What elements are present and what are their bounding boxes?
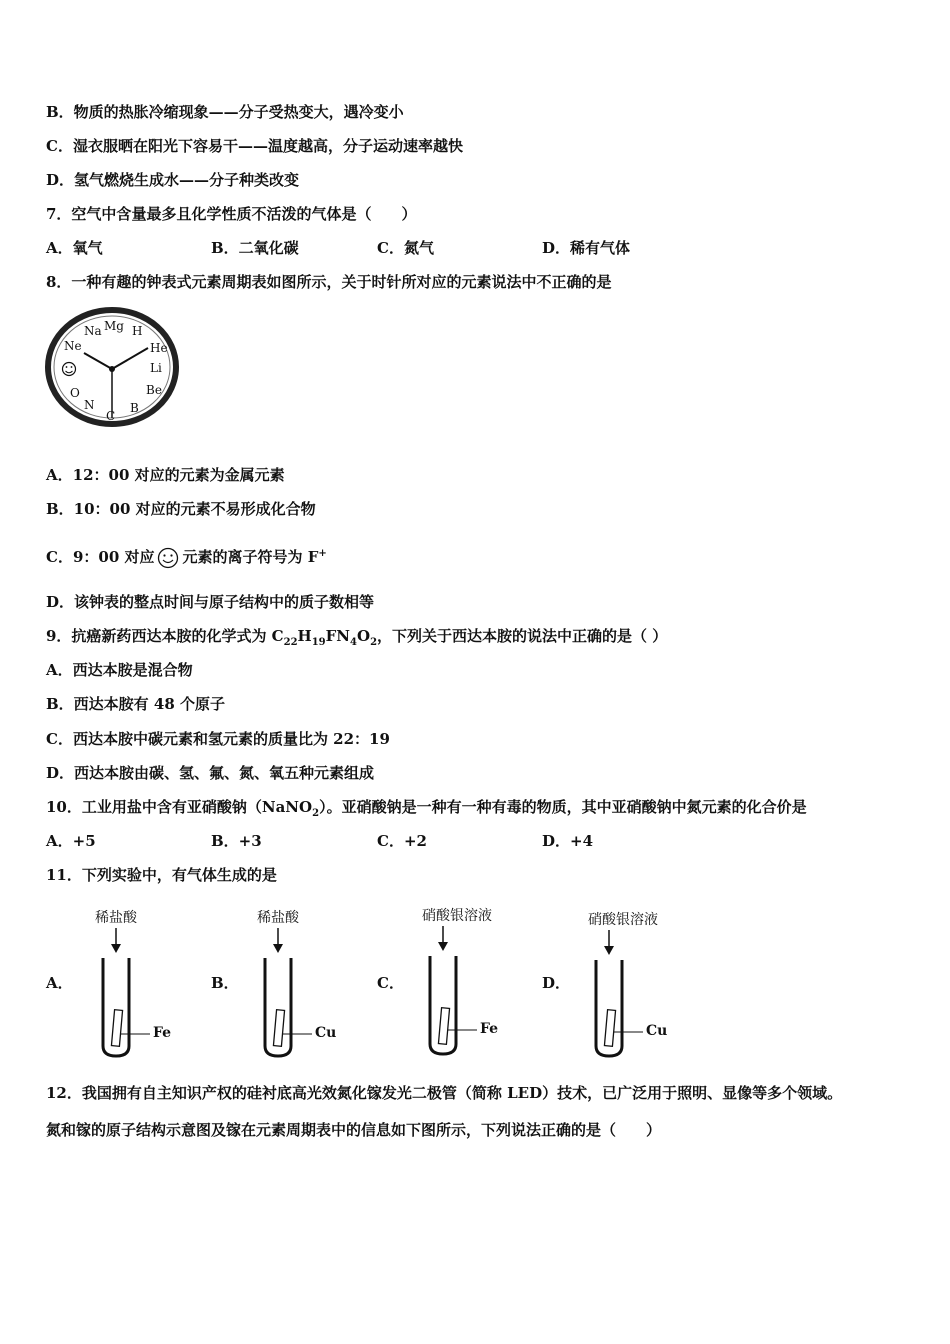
q11-tube-a-metal: Fe	[153, 1025, 172, 1041]
q9-formula-c-count: 22	[283, 637, 298, 648]
q9-formula-o: O	[356, 627, 371, 645]
q9-formula-n-count: 4	[350, 637, 357, 648]
clock-element-n: N	[84, 398, 95, 412]
q9-stem-prefix: 9．抗癌新药西达本胺的化学式为 C	[46, 627, 284, 645]
q11-tube-d-reagent: 硝酸银溶液	[588, 912, 658, 928]
clock-element-he: He	[150, 341, 168, 355]
q11-tube-b-figure	[242, 906, 362, 1058]
q10-option-c: C．+2	[377, 832, 427, 850]
clock-element-b: B	[130, 401, 139, 415]
q8-option-c-suffix: 元素的离子符号为 F	[182, 548, 319, 566]
smiley-icon	[157, 547, 179, 569]
q7-option-b: B．二氧化碳	[211, 239, 299, 257]
q10-option-a: A．+5	[46, 832, 96, 850]
q7-option-a: A．氧气	[46, 239, 103, 257]
q10-stem-prefix: 10．工业用盐中含有亚硝酸钠（NaNO	[46, 798, 313, 816]
q10-stem-suffix: ）。亚硝酸钠是一种有一种有毒的物质，其中亚硝酸钠中氮元素的化合价是	[319, 798, 807, 816]
q8-stem: 8．一种有趣的钟表式元素周期表如图所示，关于时针所对应的元素说法中不正确的是	[46, 273, 612, 291]
arrow-down-icon	[438, 926, 448, 951]
q9-stem-suffix: ，下列关于西达本胺的说法中正确的是（ ）	[377, 627, 668, 645]
arrow-down-icon	[273, 928, 283, 953]
q11-tube-b-reagent: 稀盐酸	[257, 910, 299, 926]
q11-tube-d-figure	[573, 906, 693, 1058]
element-clock-figure	[44, 306, 180, 428]
q11-option-c-label: C．	[377, 974, 404, 992]
clock-element-o: O	[70, 386, 80, 400]
q12-stem-line1: 12．我国拥有自主知识产权的硅衬底高光效氮化镓发光二极管（简称 LED）技术，已广泛用于照明、显像等多个领域。	[46, 1084, 843, 1102]
q9-option-b: B．西达本胺有 48 个原子	[46, 695, 225, 713]
q9-formula-h: H	[297, 627, 312, 645]
q9-option-a: A．西达本胺是混合物	[46, 661, 193, 679]
q11-option-a-label: A．	[46, 974, 73, 992]
q6-option-d: D．氢气燃烧生成水——分子种类改变	[46, 171, 300, 189]
q10-option-d: D．+4	[542, 832, 594, 850]
clock-element-mg: Mg	[104, 319, 124, 333]
q9-formula-o-count: 2	[370, 637, 378, 648]
q10-option-b: B．+3	[211, 832, 262, 850]
arrow-down-icon	[111, 928, 121, 953]
q9-formula-fn: FN	[325, 627, 351, 645]
q9-option-d: D．西达本胺由碳、氢、氟、氮、氧五种元素组成	[46, 764, 375, 782]
q11-tube-a-reagent: 稀盐酸	[95, 910, 137, 926]
q11-tube-c-metal: Fe	[480, 1021, 499, 1037]
q6-option-b: B．物质的热胀冷缩现象——分子受热变大，遇冷变小	[46, 103, 404, 121]
q10-stem	[46, 797, 807, 824]
clock-element-ne: Ne	[64, 339, 82, 353]
clock-element-be: Be	[146, 383, 162, 397]
clock-element-na: Na	[84, 324, 102, 338]
clock-element-li: Li	[150, 361, 162, 375]
q11-option-b-label: B．	[211, 974, 239, 992]
q11-tube-c-figure	[407, 906, 527, 1058]
q8-option-b: B．10：00 对应的元素不易形成化合物	[46, 500, 316, 518]
q7-stem: 7．空气中含量最多且化学性质不活泼的气体是（ ）	[46, 205, 417, 223]
q11-tube-a-figure	[80, 906, 200, 1058]
clock-element-h: H	[132, 324, 143, 338]
q9-formula-h-count: 19	[311, 637, 326, 648]
q11-tube-d-metal: Cu	[646, 1023, 668, 1039]
q11-tube-b-metal: Cu	[315, 1025, 337, 1041]
q8-option-a: A．12：00 对应的元素为金属元素	[46, 466, 285, 484]
q7-option-d: D．稀有气体	[542, 239, 631, 257]
clock-element-c: C	[106, 409, 116, 423]
arrow-down-icon	[604, 930, 614, 955]
q10-formula-sub: 2	[312, 808, 320, 819]
q8-option-c	[46, 544, 327, 569]
q8-option-d: D．该钟表的整点时间与原子结构中的质子数相等	[46, 593, 375, 611]
q11-tube-c-reagent: 硝酸银溶液	[422, 908, 492, 924]
ion-charge: +	[318, 548, 327, 559]
q7-option-c: C．氮气	[377, 239, 434, 257]
q12-stem-line2: 氮和镓的原子结构示意图及镓在元素周期表中的信息如下图所示，下列说法正确的是（ ）	[46, 1121, 662, 1139]
q11-option-d-label: D．	[542, 974, 571, 992]
q8-option-c-prefix: C．9：00 对应	[46, 548, 155, 566]
q9-stem	[46, 626, 667, 653]
q6-option-c: C．湿衣服晒在阳光下容易干——温度越高，分子运动速率越快	[46, 137, 463, 155]
q11-stem: 11．下列实验中，有气体生成的是	[46, 866, 277, 884]
q9-option-c: C．西达本胺中碳元素和氢元素的质量比为 22：19	[46, 730, 390, 748]
